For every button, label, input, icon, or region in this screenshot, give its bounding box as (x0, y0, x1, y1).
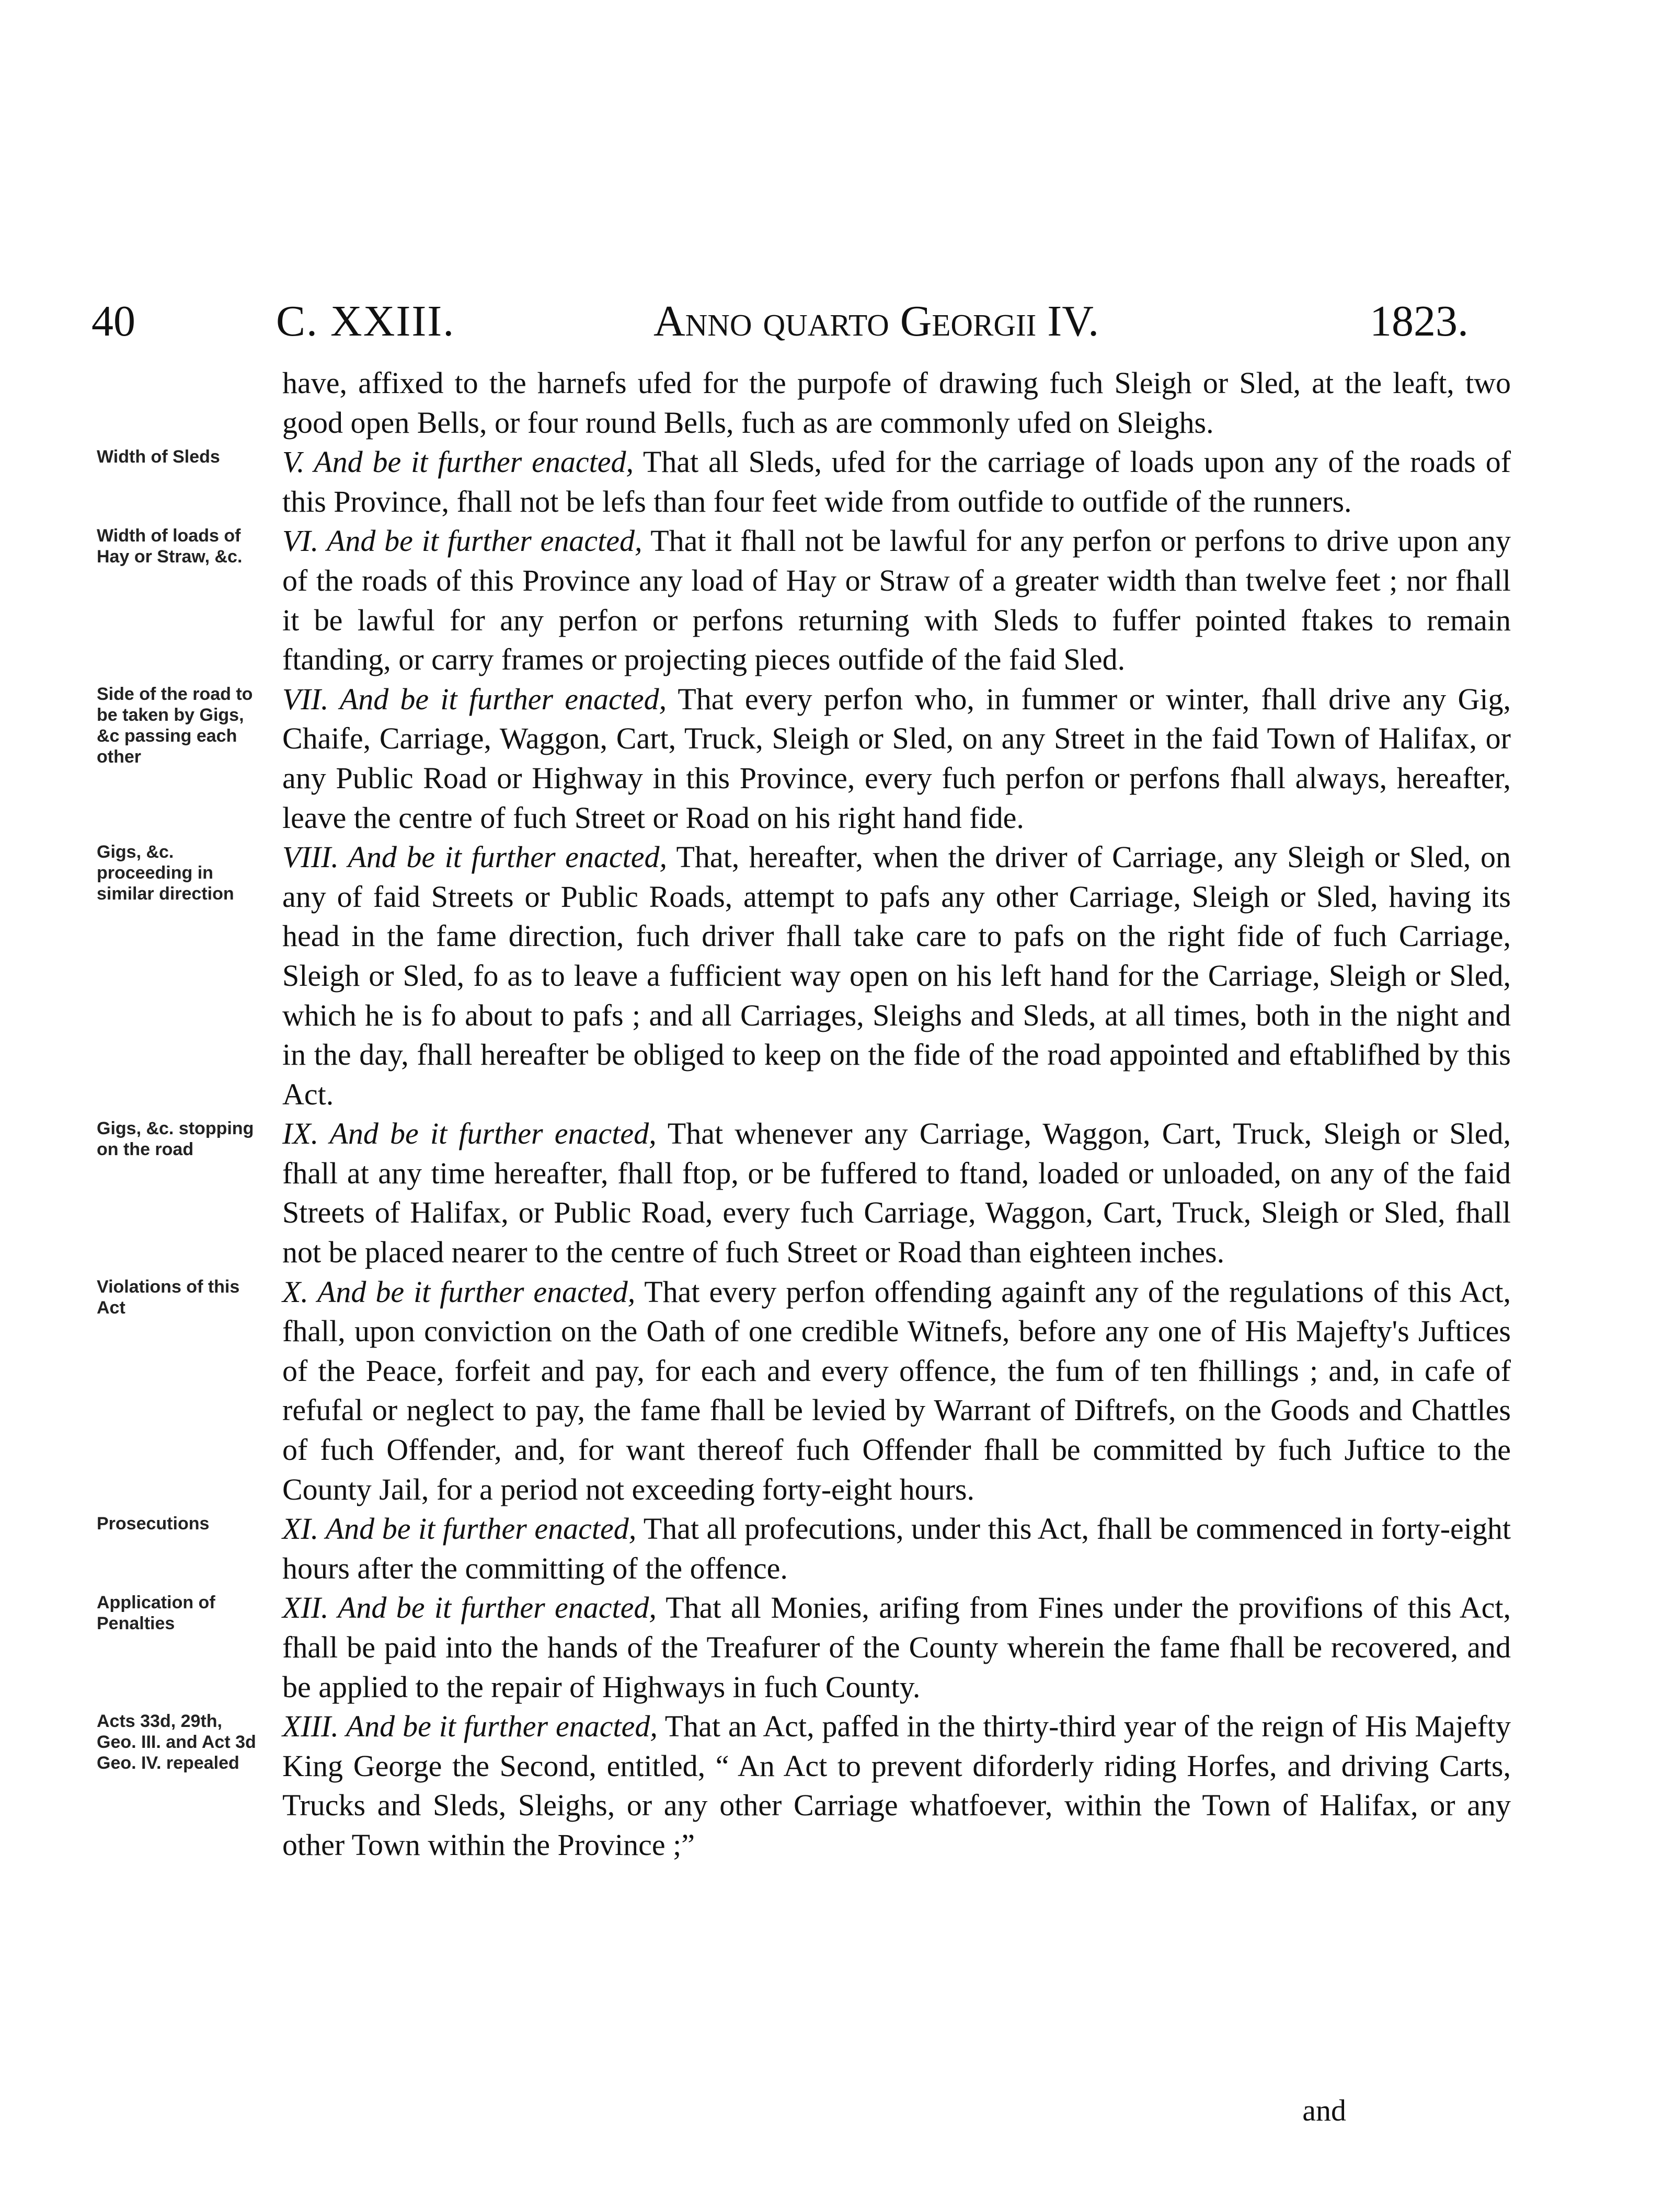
page-number: 40 (91, 297, 135, 345)
section-8 (97, 837, 1511, 1114)
section-body (282, 442, 1511, 521)
running-header (0, 295, 1675, 353)
margin-note: Gigs, &c. stopping on the road (97, 1119, 254, 1160)
section-6 (97, 521, 1511, 679)
margin-note: Application of Penalties (97, 1593, 215, 1634)
margin-note: Side of the road to be taken by Gigs, &c passing each other (97, 684, 253, 767)
section-body (282, 837, 1511, 1114)
section-lead: XI. And be it further enacted, (282, 1512, 637, 1546)
section-text: That every perfon who, in fummer or winter, fhall drive any Gig, Chaife, Carriage, Waggon, Cart, Truck, Sleigh or Sled, on any Street in the faid Town of Halifax, or any Public Road or Highway in this Province, every fuch perfon or perfons fhall always, hereafter, leave the centre of fuch Street or Road on his right hand fide. (282, 682, 1511, 835)
section-7 (97, 679, 1511, 837)
section-9 (97, 1114, 1511, 1272)
section-body (282, 1272, 1511, 1510)
section-body (282, 1707, 1511, 1864)
margin-note: Width of loads of Hay or Straw, &c. (97, 526, 243, 567)
section-text: That, hereafter, when the driver of Carriage, any Sleigh or Sled, on any of faid Streets or Public Roads, attempt to pafs any other Carriage, Sleigh or Sled, having its head in the fame direction, fuch driver fhall take care to pafs on the right fide of fuch Carriage, Sleigh or Sled, fo as to leave a fufficient way open on his left hand for the Carriage, Sleigh or Sled, which he is fo about to pafs ; and all Carriages, Sleighs and Sleds, at all times, both in the night and in the day, fhall hereafter be obliged to keep on the fide of the road appointed and eftablifhed by this Act. (282, 840, 1511, 1111)
section-text: That it fhall not be lawful for any perfon or perfons to drive upon any of the roads of this Province any load of Hay or Straw of a greater width than twelve feet ; nor fhall it be lawful for any perfon or perfons returning with Sleds to fuffer pointed ftakes to remain ftanding, or carry frames or projecting pieces outfide of the faid Sled. (282, 524, 1511, 677)
year: 1823. (1370, 297, 1469, 345)
margin-note: Width of Sleds (97, 447, 220, 467)
section-body (282, 363, 1511, 442)
section-text: have, affixed to the harnefs ufed for the purpofe of drawing fuch Sleigh or Sled, at the leaft, two good open Bells, or four round Bells, fuch as are commonly ufed on Sleighs. (282, 366, 1511, 440)
section-10 (97, 1272, 1511, 1510)
section-body (282, 1588, 1511, 1707)
section-body (282, 1114, 1511, 1272)
section-text: That all Monies, arifing from Fines under the provifions of this Act, fhall be paid into the hands of the Treafurer of the County wherein the fame fhall be recovered, and be applied to the repair of Highways in fuch County. (282, 1591, 1511, 1704)
section-text: That an Act, paffed in the thirty-third year of the reign of His Majefty King George the Second, entitled, “ An Act to prevent diforderly riding Horfes, and driving Carts, Trucks and Sleds, Sleighs, or any other Carriage whatfoever, within the Town of Halifax, or any other Town within the Province ;” (282, 1709, 1511, 1862)
margin-note: Gigs, &c. proceeding in similar direction (97, 842, 234, 904)
section-continuation (282, 363, 1511, 442)
section-lead: IX. And be it further enacted, (282, 1116, 657, 1151)
statute-text (97, 363, 1511, 2127)
section-text: That all Sleds, ufed for the carriage of loads upon any of the roads of this Province, fhall not be lefs than four feet wide from outfide to outfide of the runners. (282, 445, 1511, 519)
section-lead: VII. And be it further enacted, (282, 682, 667, 716)
section-lead: X. And be it further enacted, (282, 1274, 636, 1309)
running-title: Anno quarto Georgii IV. (653, 297, 1099, 345)
section-lead: VI. And be it further enacted, (282, 524, 643, 558)
section-11 (97, 1509, 1511, 1588)
section-lead: V. And be it further enacted, (282, 445, 634, 479)
margin-note: Violations of this Act (97, 1276, 240, 1318)
section-13 (97, 1707, 1511, 1864)
section-text: That whenever any Carriage, Waggon, Cart, Truck, Sleigh or Sled, fhall at any time hereafter, fhall ftop, or be fuffered to ftand, loaded or unloaded, on any of the faid Streets of Halifax, or Public Road, every fuch Carriage, Waggon, Cart, Truck, Sleigh or Sled, fhall not be placed nearer to the centre of fuch Street or Road than eighteen inches. (282, 1116, 1511, 1270)
chapter-number: C. XXIII. (276, 297, 455, 345)
section-body (282, 679, 1511, 837)
margin-note: Prosecutions (97, 1514, 210, 1534)
margin-note: Acts 33d, 29th, Geo. III. and Act 3d Geo. IV. repealed (97, 1711, 256, 1773)
section-text: That every perfon offending againft any of the regulations of this Act, fhall, upon conviction on the Oath of one credible Witnefs, before any one of His Majefty's Juftices of the Peace, forfeit and pay, for each and every offence, the fum of ten fhillings ; and, in cafe of refufal or neglect to pay, the fame fhall be levied by Warrant of Diftrefs, on the Goods and Chattles of fuch Offender, and, for want thereof fuch Offender fhall be committed by fuch Juftice to the County Jail, for a period not exceeding forty-eight hours. (282, 1274, 1511, 1506)
section-lead: VIII. And be it further enacted, (282, 840, 667, 874)
section-12 (97, 1588, 1511, 1707)
section-5 (97, 442, 1511, 521)
section-body (282, 1509, 1511, 1588)
section-body (282, 521, 1511, 679)
section-text: That all profecutions, under this Act, fhall be commenced in forty-eight hours after the committing of the offence. (282, 1512, 1511, 1585)
section-lead: XIII. And be it further enacted, (282, 1709, 658, 1744)
section-lead: XII. And be it further enacted, (282, 1591, 657, 1625)
catchword: and (1302, 2093, 1346, 2127)
